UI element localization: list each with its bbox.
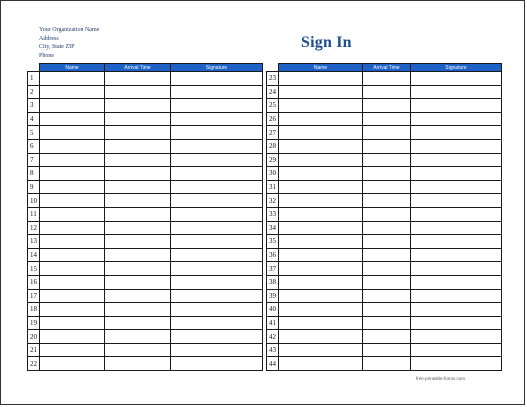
signature-cell[interactable] <box>411 235 502 249</box>
name-cell[interactable] <box>40 221 105 235</box>
arrival-time-cell[interactable] <box>105 153 171 167</box>
name-cell[interactable] <box>279 357 363 371</box>
row-number: 1 <box>28 72 40 86</box>
row-number: 39 <box>267 289 279 303</box>
signature-cell[interactable] <box>411 167 502 181</box>
row-number: 33 <box>267 207 279 221</box>
row-number: 2 <box>28 85 40 99</box>
arrival-time-cell[interactable] <box>105 194 171 208</box>
row-number: 26 <box>267 112 279 126</box>
arrival-time-cell[interactable] <box>363 194 411 208</box>
table-row <box>267 153 502 167</box>
row-number: 27 <box>267 126 279 140</box>
name-cell[interactable] <box>40 194 105 208</box>
row-number: 19 <box>28 316 40 330</box>
signature-cell[interactable] <box>411 126 502 140</box>
table-row <box>28 153 263 167</box>
arrival-time-cell[interactable] <box>105 330 171 344</box>
signature-cell[interactable] <box>411 207 502 221</box>
signature-cell[interactable] <box>171 289 263 303</box>
organization-name: Your Organization Name <box>39 27 100 33</box>
table-row <box>267 316 502 330</box>
table-row <box>28 343 263 357</box>
name-cell[interactable] <box>40 180 105 194</box>
name-cell[interactable] <box>279 275 363 289</box>
table-row <box>267 72 502 86</box>
signature-cell[interactable] <box>171 153 263 167</box>
table-row <box>28 357 263 371</box>
signature-cell[interactable] <box>411 275 502 289</box>
row-number: 35 <box>267 235 279 249</box>
arrival-time-cell[interactable] <box>105 357 171 371</box>
arrival-time-cell[interactable] <box>363 303 411 317</box>
signature-cell[interactable] <box>411 139 502 153</box>
signature-cell[interactable] <box>171 99 263 113</box>
row-number: 36 <box>267 248 279 262</box>
arrival-time-cell[interactable] <box>105 248 171 262</box>
signature-cell[interactable] <box>171 139 263 153</box>
table-body <box>28 72 263 371</box>
name-cell[interactable] <box>40 153 105 167</box>
name-cell[interactable] <box>40 235 105 249</box>
row-number: 25 <box>267 99 279 113</box>
signature-cell[interactable] <box>411 330 502 344</box>
name-cell[interactable] <box>279 221 363 235</box>
signature-cell[interactable] <box>411 316 502 330</box>
name-cell[interactable] <box>40 126 105 140</box>
row-number: 32 <box>267 194 279 208</box>
organization-city-state-zip: City, State ZIP <box>39 44 75 50</box>
arrival-time-cell[interactable] <box>105 262 171 276</box>
row-number: 29 <box>267 153 279 167</box>
table-row <box>267 330 502 344</box>
name-cell[interactable] <box>279 316 363 330</box>
signature-cell[interactable] <box>171 207 263 221</box>
name-cell[interactable] <box>279 262 363 276</box>
arrival-time-cell[interactable] <box>105 221 171 235</box>
signature-cell[interactable] <box>411 112 502 126</box>
name-cell[interactable] <box>279 194 363 208</box>
name-cell[interactable] <box>40 343 105 357</box>
arrival-time-cell[interactable] <box>105 126 171 140</box>
name-cell[interactable] <box>279 330 363 344</box>
signature-cell[interactable] <box>171 221 263 235</box>
arrival-time-cell[interactable] <box>105 139 171 153</box>
arrival-time-cell[interactable] <box>105 275 171 289</box>
name-cell[interactable] <box>279 167 363 181</box>
name-cell[interactable] <box>279 180 363 194</box>
table-row <box>28 99 263 113</box>
name-cell[interactable] <box>40 99 105 113</box>
signature-cell[interactable] <box>171 275 263 289</box>
arrival-time-cell[interactable] <box>105 316 171 330</box>
row-number: 12 <box>28 221 40 235</box>
row-number: 34 <box>267 221 279 235</box>
table-row <box>28 126 263 140</box>
row-number: 13 <box>28 235 40 249</box>
signature-cell[interactable] <box>171 235 263 249</box>
row-number: 28 <box>267 139 279 153</box>
row-number: 22 <box>28 357 40 371</box>
arrival-time-cell[interactable] <box>363 248 411 262</box>
row-number: 44 <box>267 357 279 371</box>
signature-cell[interactable] <box>411 194 502 208</box>
name-cell[interactable] <box>40 207 105 221</box>
arrival-time-cell[interactable] <box>363 275 411 289</box>
arrival-time-cell[interactable] <box>105 85 171 99</box>
row-number: 42 <box>267 330 279 344</box>
row-number: 41 <box>267 316 279 330</box>
table-row <box>28 262 263 276</box>
arrival-time-cell[interactable] <box>105 207 171 221</box>
signature-cell[interactable] <box>171 248 263 262</box>
arrival-time-cell[interactable] <box>363 357 411 371</box>
row-number: 7 <box>28 153 40 167</box>
name-cell[interactable] <box>40 72 105 86</box>
signature-cell[interactable] <box>171 112 263 126</box>
row-number: 18 <box>28 303 40 317</box>
row-number: 3 <box>28 99 40 113</box>
name-cell[interactable] <box>40 262 105 276</box>
arrival-time-cell[interactable] <box>363 343 411 357</box>
name-cell[interactable] <box>40 167 105 181</box>
table-row <box>28 112 263 126</box>
arrival-time-cell[interactable] <box>363 126 411 140</box>
table-row <box>28 180 263 194</box>
name-cell[interactable] <box>40 85 105 99</box>
table-row <box>267 194 502 208</box>
name-cell[interactable] <box>40 357 105 371</box>
table-row <box>267 112 502 126</box>
row-number: 9 <box>28 180 40 194</box>
row-number: 21 <box>28 343 40 357</box>
name-cell[interactable] <box>40 248 105 262</box>
row-number: 37 <box>267 262 279 276</box>
signature-cell[interactable] <box>411 180 502 194</box>
row-number: 16 <box>28 275 40 289</box>
table-row <box>28 139 263 153</box>
row-number: 23 <box>267 72 279 86</box>
arrival-time-column-header: Arrival Time <box>363 64 411 72</box>
name-cell[interactable] <box>40 139 105 153</box>
arrival-time-cell[interactable] <box>363 85 411 99</box>
name-cell[interactable] <box>40 289 105 303</box>
name-cell[interactable] <box>279 303 363 317</box>
table-row <box>28 248 263 262</box>
arrival-time-cell[interactable] <box>105 99 171 113</box>
name-cell[interactable] <box>40 275 105 289</box>
signature-column-header: Signature <box>411 64 502 72</box>
table-row <box>28 221 263 235</box>
name-cell[interactable] <box>279 289 363 303</box>
table-header-row <box>267 64 502 72</box>
row-number: 38 <box>267 275 279 289</box>
table-row <box>267 126 502 140</box>
row-number: 14 <box>28 248 40 262</box>
table-row <box>267 167 502 181</box>
table-header-row <box>28 64 263 72</box>
table-row <box>267 343 502 357</box>
arrival-time-cell[interactable] <box>363 180 411 194</box>
name-cell[interactable] <box>279 72 363 86</box>
signature-cell[interactable] <box>411 72 502 86</box>
name-cell[interactable] <box>279 235 363 249</box>
arrival-time-cell[interactable] <box>105 112 171 126</box>
table-row <box>28 303 263 317</box>
arrival-time-cell[interactable] <box>363 72 411 86</box>
table-row <box>28 289 263 303</box>
row-number: 43 <box>267 343 279 357</box>
table-row <box>267 262 502 276</box>
signature-cell[interactable] <box>171 180 263 194</box>
name-cell[interactable] <box>40 112 105 126</box>
signature-cell[interactable] <box>171 262 263 276</box>
signature-cell[interactable] <box>411 153 502 167</box>
table-row <box>267 180 502 194</box>
table-row <box>267 235 502 249</box>
arrival-time-cell[interactable] <box>363 167 411 181</box>
row-number-header <box>267 64 279 72</box>
row-number: 15 <box>28 262 40 276</box>
table-row <box>267 275 502 289</box>
row-number: 40 <box>267 303 279 317</box>
signature-cell[interactable] <box>171 72 263 86</box>
name-cell[interactable] <box>40 330 105 344</box>
signature-cell[interactable] <box>411 85 502 99</box>
name-column-header: Name <box>279 64 363 72</box>
row-number: 17 <box>28 289 40 303</box>
arrival-time-cell[interactable] <box>105 180 171 194</box>
organization-info <box>39 26 199 60</box>
table-row <box>267 207 502 221</box>
row-number: 8 <box>28 167 40 181</box>
arrival-time-cell[interactable] <box>363 316 411 330</box>
table-row <box>28 275 263 289</box>
sign-in-table-left <box>27 63 263 371</box>
row-number: 10 <box>28 194 40 208</box>
signature-cell[interactable] <box>171 85 263 99</box>
signature-cell[interactable] <box>411 99 502 113</box>
row-number: 20 <box>28 330 40 344</box>
name-cell[interactable] <box>279 99 363 113</box>
row-number: 30 <box>267 167 279 181</box>
name-cell[interactable] <box>279 126 363 140</box>
name-cell[interactable] <box>279 139 363 153</box>
name-cell[interactable] <box>279 343 363 357</box>
arrival-time-cell[interactable] <box>105 72 171 86</box>
arrival-time-cell[interactable] <box>363 153 411 167</box>
row-number: 11 <box>28 207 40 221</box>
arrival-time-cell[interactable] <box>363 112 411 126</box>
arrival-time-cell[interactable] <box>105 235 171 249</box>
arrival-time-cell[interactable] <box>363 262 411 276</box>
arrival-time-cell[interactable] <box>105 289 171 303</box>
table-row <box>267 221 502 235</box>
page-title: Sign In <box>301 34 352 51</box>
table-row <box>28 72 263 86</box>
table-row <box>267 303 502 317</box>
arrival-time-cell[interactable] <box>105 343 171 357</box>
table-row <box>267 289 502 303</box>
name-cell[interactable] <box>279 248 363 262</box>
signature-cell[interactable] <box>171 343 263 357</box>
arrival-time-cell[interactable] <box>105 167 171 181</box>
arrival-time-cell[interactable] <box>363 289 411 303</box>
signature-cell[interactable] <box>171 194 263 208</box>
row-number-header <box>28 64 40 72</box>
arrival-time-cell[interactable] <box>363 330 411 344</box>
row-number: 31 <box>267 180 279 194</box>
signature-column-header: Signature <box>171 64 263 72</box>
arrival-time-cell[interactable] <box>105 303 171 317</box>
arrival-time-cell[interactable] <box>363 235 411 249</box>
name-cell[interactable] <box>279 112 363 126</box>
table-row <box>267 85 502 99</box>
footer-credit: free-printable-forms.com <box>416 376 466 381</box>
table-body <box>267 72 502 371</box>
signature-cell[interactable] <box>411 221 502 235</box>
table-row <box>28 207 263 221</box>
signature-cell[interactable] <box>411 289 502 303</box>
signature-cell[interactable] <box>411 343 502 357</box>
signature-cell[interactable] <box>411 303 502 317</box>
table-row <box>267 357 502 371</box>
organization-address: Address <box>39 35 59 42</box>
row-number: 24 <box>267 85 279 99</box>
arrival-time-cell[interactable] <box>363 207 411 221</box>
name-cell[interactable] <box>279 153 363 167</box>
name-cell[interactable] <box>40 316 105 330</box>
sign-in-table-right <box>266 63 502 371</box>
table-row <box>28 85 263 99</box>
name-cell[interactable] <box>279 207 363 221</box>
table-row <box>28 316 263 330</box>
table-row <box>28 194 263 208</box>
arrival-time-column-header: Arrival Time <box>105 64 171 72</box>
row-number: 6 <box>28 139 40 153</box>
name-cell[interactable] <box>279 85 363 99</box>
signature-cell[interactable] <box>171 357 263 371</box>
row-number: 4 <box>28 112 40 126</box>
signature-cell[interactable] <box>171 167 263 181</box>
organization-phone: Phone <box>39 52 54 59</box>
table-row <box>28 167 263 181</box>
signature-cell[interactable] <box>171 126 263 140</box>
signature-cell[interactable] <box>411 357 502 371</box>
arrival-time-cell[interactable] <box>363 139 411 153</box>
table-row <box>267 248 502 262</box>
signature-cell[interactable] <box>411 262 502 276</box>
name-column-header: Name <box>40 64 105 72</box>
signature-cell[interactable] <box>171 316 263 330</box>
row-number: 5 <box>28 126 40 140</box>
signature-cell[interactable] <box>171 330 263 344</box>
arrival-time-cell[interactable] <box>363 99 411 113</box>
table-row <box>28 235 263 249</box>
table-row <box>267 99 502 113</box>
table-row <box>267 139 502 153</box>
name-cell[interactable] <box>40 303 105 317</box>
signature-cell[interactable] <box>411 248 502 262</box>
arrival-time-cell[interactable] <box>363 221 411 235</box>
table-row <box>28 330 263 344</box>
signature-cell[interactable] <box>171 303 263 317</box>
